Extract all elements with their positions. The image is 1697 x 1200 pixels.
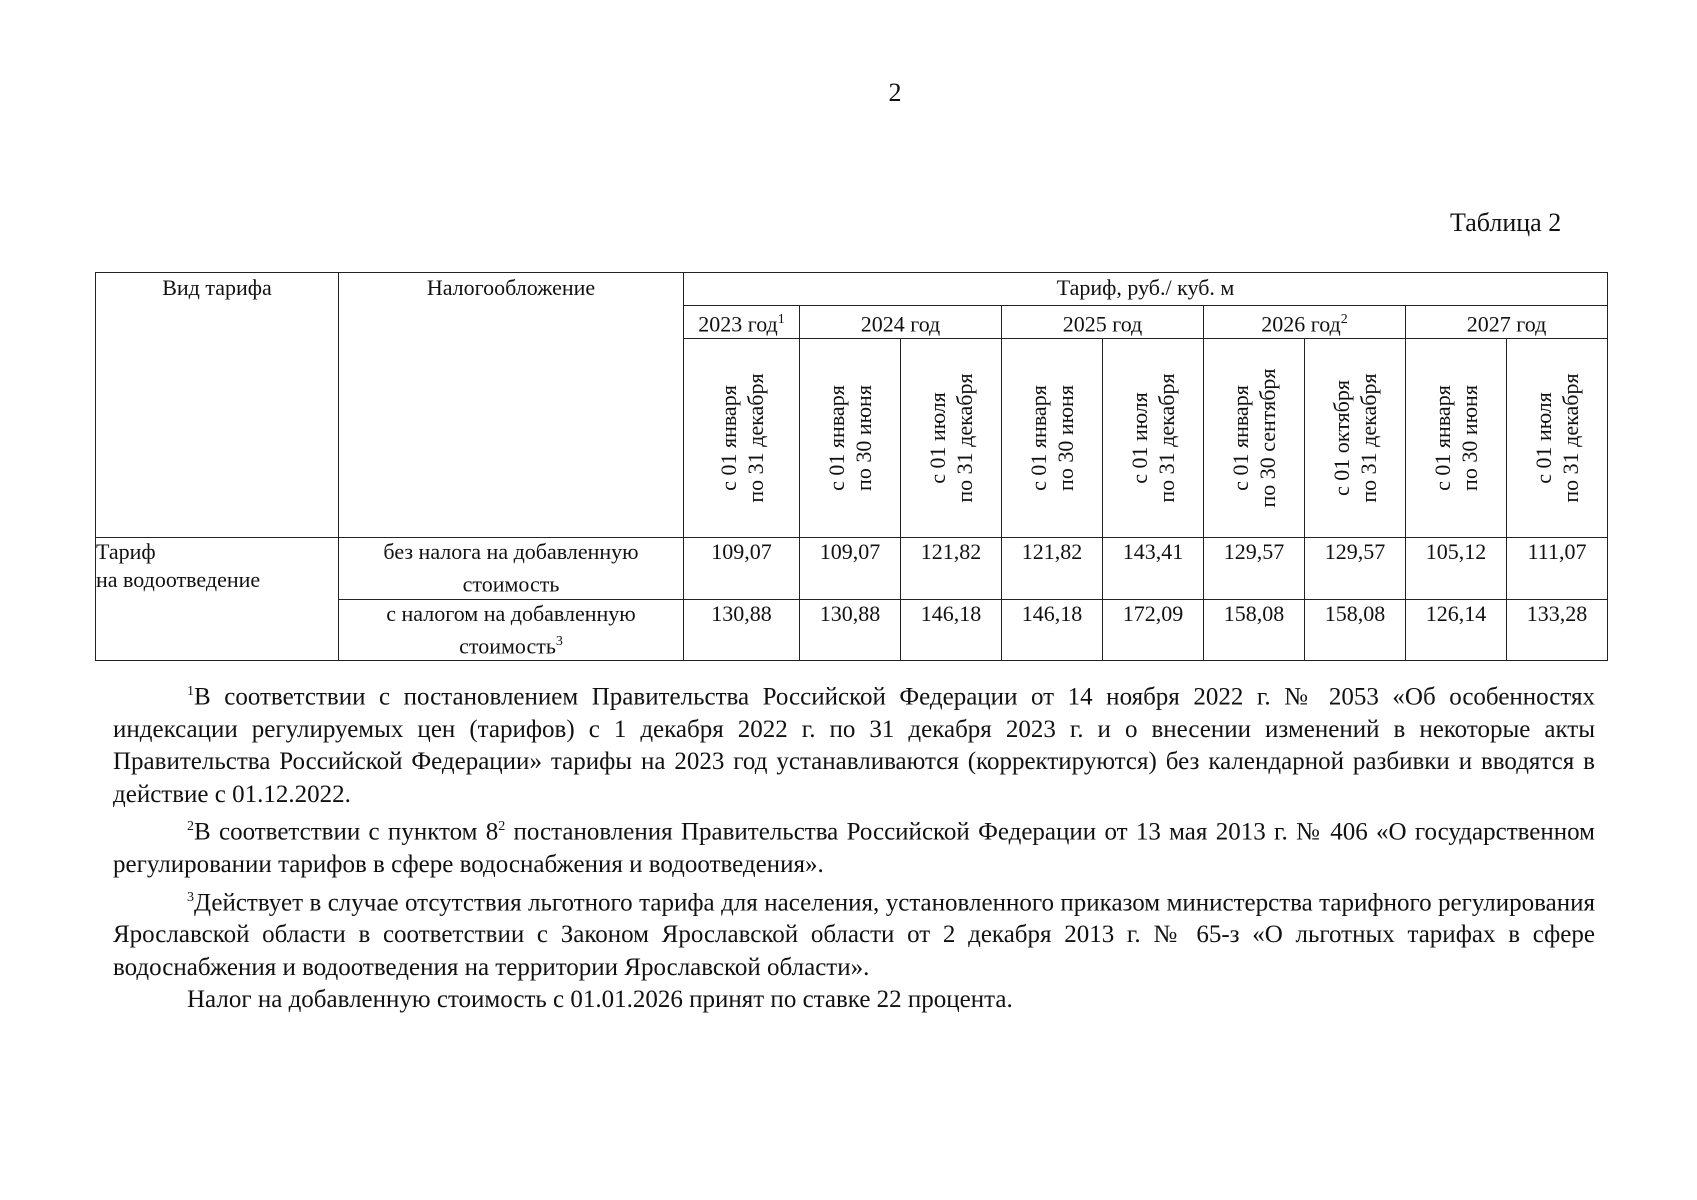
tariff-kind-cell: Тариф на водоотведение [96, 538, 339, 661]
value-cell: 129,57 [1305, 538, 1406, 599]
value-cell: 121,82 [901, 538, 1002, 599]
header-period: с 01 января по 30 июня [1002, 339, 1103, 538]
value-cell: 146,18 [901, 599, 1002, 660]
header-period: с 01 января по 30 сентября [1204, 339, 1305, 538]
vat-note: Налог на добавленную стоимость с 01.01.2026 принят по ставке 22 процента. [187, 986, 1013, 1014]
page-number: 2 [888, 78, 902, 107]
header-year: 2023 год$^1$ [684, 306, 800, 339]
footnote: $^2$В соответствии с пунктом $8^2$ постановления Правительства Российской Федерации от 13 мая 2013 г. № 406 «О государственном регулировании тарифов в сфере водоснабжения и водоотведения». [113, 818, 1595, 879]
header-year: 2024 год [800, 306, 1002, 339]
header-year: 2026 год$^2$ [1204, 306, 1406, 339]
footnote: $^3$Действует в случае отсутствия льготного тарифа для населения, установленного приказом министерства тарифного регулирования Ярославской области в соответствии с Законом Ярославской области от 2 декабря 2013 г. № 65-з «О льготных тарифах в сфере водоснабжения и водоотведения на территории Ярославской области». [113, 888, 1595, 981]
header-year: 2027 год [1406, 306, 1608, 339]
value-cell: 126,14 [1406, 599, 1507, 660]
value-cell: 109,07 [800, 538, 901, 599]
footnote: $^1$В соответствии с постановлением Правительства Российской Федерации от 14 ноября 2022 г. № 2053 «Об особенностях индексации регулируемых цен (тарифов) с 1 декабря 2022 г. по 31 декабря 2023 г. и о внесении изменений в некоторые акты Правительства Российской Федерации» тарифы на 2023 год устанавливаются (корректируются) без календарной разбивки и вводятся в действие с 01.12.2022. [113, 683, 1595, 808]
header-period: с 01 октября по 31 декабря [1305, 339, 1406, 538]
header-row-top [96, 273, 1608, 306]
value-cell: 111,07 [1507, 538, 1608, 599]
value-cell: 158,08 [1305, 599, 1406, 660]
value-cell: 146,18 [1002, 599, 1103, 660]
header-tax: Налогообложение [339, 273, 684, 538]
header-period: с 01 июля по 31 декабря [1507, 339, 1608, 538]
tax-cell: с налогом на добавленную стоимость$^3$ [339, 599, 684, 660]
header-kind: Вид тарифа [96, 273, 339, 538]
value-cell: 109,07 [684, 538, 800, 599]
value-cell: 130,88 [800, 599, 901, 660]
header-period: с 01 июля по 31 декабря [1103, 339, 1204, 538]
header-year: 2025 год [1002, 306, 1204, 339]
value-cell: 121,82 [1002, 538, 1103, 599]
footnotes [113, 676, 1595, 1017]
value-cell: 133,28 [1507, 599, 1608, 660]
tax-cell: без налога на добавленную стоимость [339, 538, 684, 599]
table-row [96, 538, 1608, 599]
header-period: с 01 января по 30 июня [800, 339, 901, 538]
value-cell: 105,12 [1406, 538, 1507, 599]
table-caption: Таблица 2 [1450, 208, 1562, 237]
value-cell: 129,57 [1204, 538, 1305, 599]
header-tariff: Тариф, руб./ куб. м [684, 273, 1608, 306]
value-cell: 158,08 [1204, 599, 1305, 660]
value-cell: 143,41 [1103, 538, 1204, 599]
value-cell: 130,88 [684, 599, 800, 660]
header-period: с 01 января по 30 июня [1406, 339, 1507, 538]
header-period: с 01 января по 31 декабря [684, 339, 800, 538]
value-cell: 172,09 [1103, 599, 1204, 660]
tariff-table [95, 272, 1608, 661]
header-period: с 01 июля по 31 декабря [901, 339, 1002, 538]
